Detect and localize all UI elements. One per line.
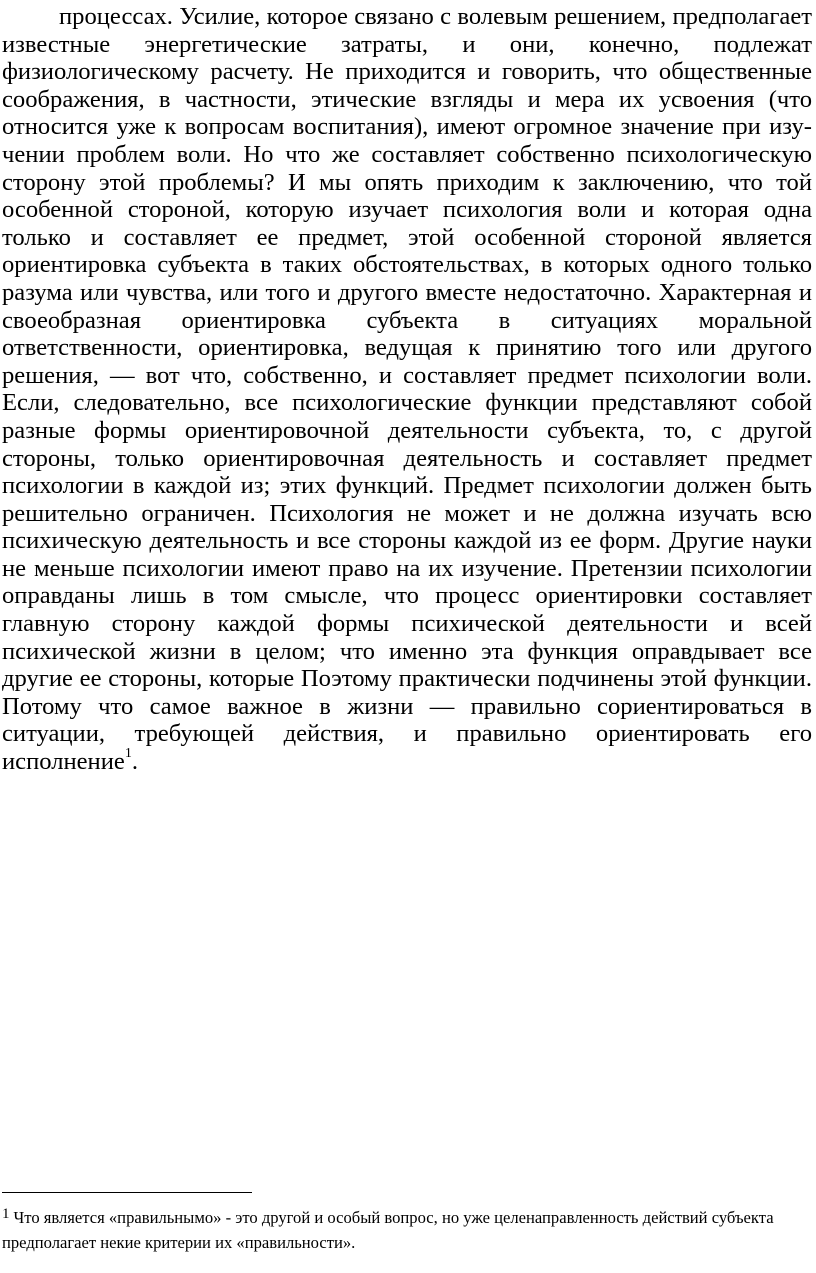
footnote-mark: 1	[2, 1206, 10, 1222]
footnote-divider	[2, 1192, 252, 1193]
body-text: процессах. Усилие, которое связано с волевым решением, предполагает известные энергетические затраты, и они, конечно, подлежат физиологическому расчету. Не приходится и говорить, что общественные соображения, в частности, этические взгляды и мера их усвоения (что относится уже к вопросам воспитания), имеют огромное значение при изучении проблем воли. Но что же составляет собственно психологическую сторону этой проблемы? И мы опять приходим к заключению, что той особенной стороной, которую изучает психология воли и которая одна только и составляет ее предмет, этой особенной стороной является ориентировка субъекта в таких обстоятельствах, в которых одного только разума или чувства, или того и другого вместе недостаточно. Характерная и своеобразная ориентировка субъекта в ситуациях моральной ответственности, ориентировка, ведущая к принятию того или другого решения, — вот что, собственно, и составляет предмет психологии воли. Если, следовательно, все психологические функции представляют собой разные формы ориентировочной деятельности субъекта, то, с другой стороны, только ориентировочная деятельность и составляет предмет психологии в каждой из; этих функций. Предмет психологии должен быть решительно ограничен. Психология не может и не должна изучать всю психическую деятельность и все стороны каждой из ее форм. Другие науки не меньше психологии имеют право на их изучение. Претензии психологии оправданы лишь в том смысле, что процесс ориентировки составляет главную сторону каждой формы психической деятельности и всей психической жизни в целом; что именно эта функция оправдывает все другие ее стороны, которые Поэтому практически подчинены этой функции. Потому что самое важное в жизни — правильно сориентироваться в ситуации, требующей действия, и правильно ориентировать его исполнение	[2, 3, 812, 776]
body-end-punctuation: .	[131, 748, 138, 776]
footnote-text: Что является «правильнымо» - это другой и особый вопрос, но уже целенаправленность действий субъекта предполагает некие критерии их «правильности».	[2, 1208, 774, 1252]
body-paragraph	[2, 3, 812, 776]
footnote	[2, 1206, 814, 1255]
footnote-reference[interactable]: 1	[124, 745, 132, 761]
